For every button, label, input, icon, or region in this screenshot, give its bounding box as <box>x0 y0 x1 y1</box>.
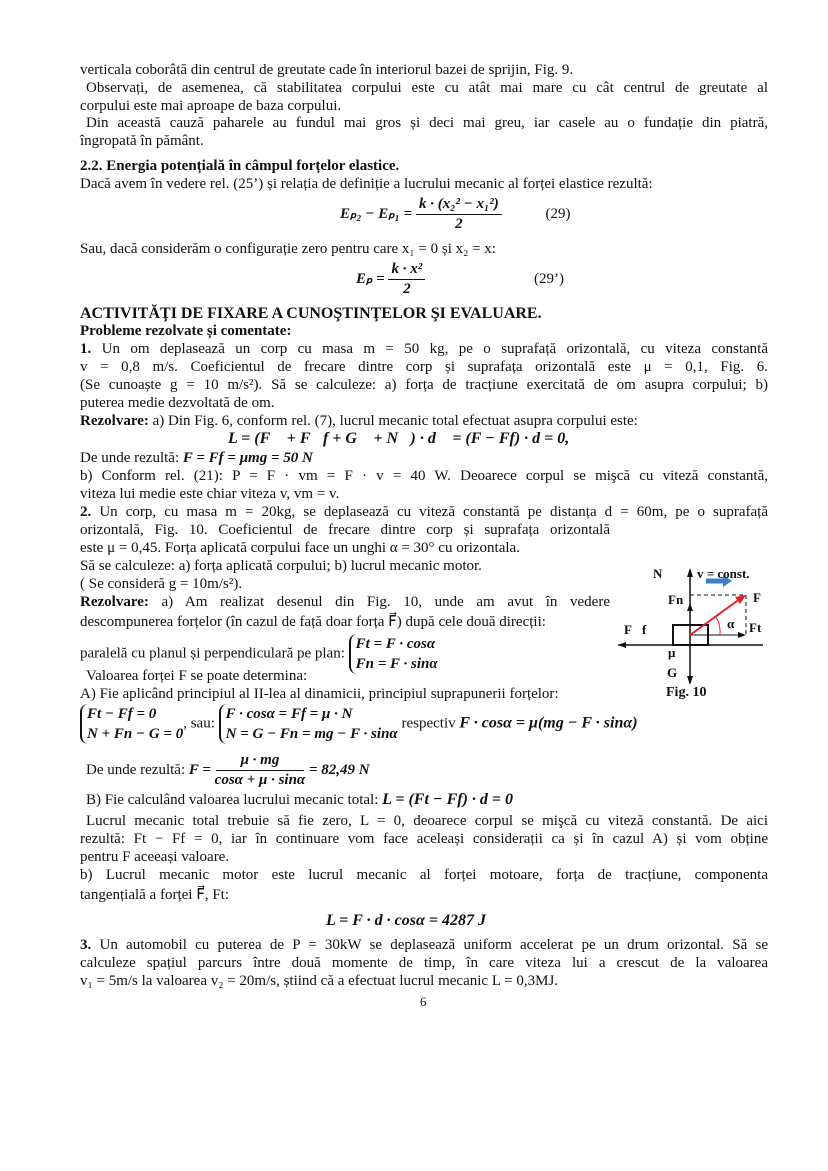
text-line: este μ = 0,45. Forța aplicată corpului face un unghi α = 30° cu orizontala. <box>80 540 520 556</box>
text-line: calculeze spațiul parcurs între două momente de timp, în care viteza lui a crescut de la valoarea <box>80 955 768 971</box>
text-line: descompunerea forțelor (în cazul de față doar forța F⃗) după cele două direcții: <box>80 614 546 630</box>
text: De unde rezultă: <box>86 761 186 778</box>
problem-2-line <box>80 504 768 521</box>
page-number: 6 <box>420 994 427 1009</box>
label-Ff: F⃗f <box>624 622 647 637</box>
denominator: 2 <box>403 281 411 297</box>
solution-label: Rezolvare: <box>80 594 149 610</box>
text-line: Lucrul mecanic total trebuie să fie zero, L = 0, deoarece corpul se mişcă cu viteză constantă. De aici <box>86 813 768 829</box>
solution-line <box>80 594 610 611</box>
text-line: Observați, de asemenea, că stabilitatea corpului este cu atât mai mare cu cât centrul de greutate al <box>86 80 768 96</box>
eq-row: Ft − Ff = 0 <box>87 706 157 722</box>
figure-caption: Fig. 10 <box>666 685 707 700</box>
equation: F · cosα = μ(mg − F · sinα) <box>459 714 638 732</box>
text: respectiv <box>401 715 456 732</box>
label-Ft: Ft <box>749 620 762 635</box>
label-v-const: v = const. <box>697 566 750 581</box>
problem-number: 2. <box>80 504 92 520</box>
text-line: rezultă: Ft − Ff = 0, iar în continuare vom face aceleași considerații ca și în cazul A) și vom obține <box>80 831 768 847</box>
text: De unde rezultă: <box>80 450 183 466</box>
text-line: v = 0,8 m/s. Coeficientul de frecare dintre corp și suprafața orizontală este μ = 0,1, Fig. 6. <box>80 359 768 375</box>
text-line: Sau, dacă considerăm o configurație zero pentru care x₁ = 0 și x₂ = x: <box>80 241 496 257</box>
fraction <box>388 261 425 298</box>
eq-lhs: Eₚ₂ − Eₚ₁ = <box>340 205 413 222</box>
problem-1-line <box>80 341 768 358</box>
text-line: v₁ = 5m/s la valoarea v₂ = 20m/s, știind că a efectuat lucrul mecanic L = 0,3MJ. <box>80 973 559 989</box>
eq-number: (29’) <box>533 270 564 287</box>
numerator: k · x² <box>388 261 425 280</box>
text-line: Să se calculeze: a) forța aplicată corpului; b) lucrul mecanic motor. <box>80 558 482 574</box>
text-line: Valoarea forței F se poate determina: <box>86 668 308 684</box>
fraction <box>215 752 306 789</box>
text-line: (Se cunoaște g = 10 m/s²). Să se calculeze: a) forța de tracțiune exercitată de om asupra corpului; b) <box>80 377 768 393</box>
text-line: îngropată în pământ. <box>80 133 204 149</box>
text-line: viteza lui medie este chiar viteza v, vm = v. <box>80 486 340 502</box>
equation-29p <box>356 261 564 298</box>
result-line <box>86 752 370 789</box>
label-N: N⃗ <box>653 566 673 581</box>
label-mu: μ <box>668 645 676 660</box>
label-Fn: Fn <box>668 592 684 607</box>
equation-system <box>80 704 183 744</box>
equation: L = (F⃗ + F⃗f + G⃗ + N⃗) · d⃗ = (F − Ff) · d = 0, <box>228 430 570 447</box>
text-line: puterea medie dezvoltată de om. <box>80 395 275 411</box>
eq-number: (29) <box>545 205 571 222</box>
eq-lhs: Eₚ = <box>356 270 385 287</box>
eq-row: Ft = F · cosα <box>355 636 436 652</box>
equation-system <box>219 704 398 744</box>
text-line: pentru F aceeași valoare. <box>80 849 230 865</box>
text-line: Dacă avem în vedere rel. (25’) și relația de definiție a lucrului mecanic al forței elastice rezultă: <box>80 176 653 192</box>
fraction <box>416 196 502 233</box>
problem-number: 1. <box>80 341 92 357</box>
text-line: A) Fie aplicând principiul al II-lea al dinamicii, principiul suprapunerii forțelor: <box>80 686 559 702</box>
equation: L = (Ft − Ff) · d = 0 <box>382 791 514 808</box>
text-line: orizontală, Fig. 10. Coeficientul de frecare dintre corp și suprafața orizontală <box>80 522 610 538</box>
text: B) Fie calculând valoarea lucrului mecanic total: <box>86 792 383 808</box>
equations-row <box>80 704 638 744</box>
problem-3-line <box>80 937 768 954</box>
equation: L = F · d · cosα = 4287 J <box>326 912 486 929</box>
text-line: corpului este mai aproape de baza corpului. <box>80 98 342 114</box>
text: a) Din Fig. 6, conform rel. (7), lucrul mecanic total efectuat asupra corpului este: <box>152 413 638 429</box>
eq-row: N + Fn − G = 0 <box>87 726 184 742</box>
text-line: tangențială a forței F⃗, Ft: <box>80 887 229 903</box>
text-line: Din această cauză paharele au fundul mai gros și deci mai greu, iar casele au o fundație din piatră, <box>86 115 768 131</box>
numerator: μ · mg <box>216 752 305 771</box>
problem-number: 3. <box>80 937 92 953</box>
text-line <box>80 450 313 467</box>
text-line: verticala coborâtă din centrul de greutate cade în interiorul bazei de sprijin, Fig. 9. <box>80 62 574 78</box>
text-line <box>86 791 513 809</box>
denominator: cosα + μ · sinα <box>214 772 306 788</box>
label-alpha: α <box>727 616 735 631</box>
activities-heading: ACTIVITĂŢI DE FIXARE A CUNOŞTINŢELOR ŞI EVALUARE. <box>80 305 542 322</box>
solution-line <box>80 413 638 430</box>
text: Un automobil cu puterea de P = 30kW se deplasează uniform accelerat pe un drum orizontal. Să se <box>99 937 769 953</box>
denominator: 2 <box>455 216 463 232</box>
solution-label: Rezolvare: <box>80 413 149 429</box>
result-value: = 82,49 N <box>309 761 370 778</box>
eq-row: F · cosα = Ff = μ · N <box>225 706 353 722</box>
text: paralelă cu planul și perpendiculară pe plan: <box>80 645 345 662</box>
equation: F = Ff = μmg = 50 N <box>182 450 313 466</box>
label-G: G⃗ <box>667 665 688 680</box>
equation-system <box>349 634 438 674</box>
eq-row: Fn = F · sinα <box>355 656 438 672</box>
eq-lhs: F = <box>188 761 211 778</box>
text-line: b) Lucrul mecanic motor este lucrul mecanic al forței motoare, forța de tracțiune, componenta <box>80 867 768 883</box>
subheading: Probleme rezolvate și comentate: <box>80 323 292 339</box>
text: a) Am realizat desenul din Fig. 10, unde am avut în vedere <box>161 594 610 610</box>
text: Un corp, cu masa m = 20kg, se deplasează cu viteză constantă pe distanța d = 60m, pe o suprafață <box>99 504 769 520</box>
text: Un om deplasează un corp cu masa m = 50 kg, pe o suprafață orizontală, cu viteza constantă <box>101 341 769 357</box>
text-line: ( Se consideră g = 10m/s²). <box>80 576 243 592</box>
label-F: F⃗ <box>753 590 772 605</box>
equation-29 <box>340 196 571 233</box>
text-line: b) Conform rel. (21): P = F · vm = F · v = 40 W. Deoarece corpul se mişcă cu viteză constantă, <box>80 468 768 484</box>
eq-row: N = G − Fn = mg − F · sinα <box>225 726 398 742</box>
text: , sau: <box>183 715 215 732</box>
section-heading: 2.2. Energia potențială în câmpul forțelor elastice. <box>80 158 400 174</box>
numerator: k · (x₂² − x₁²) <box>416 196 502 215</box>
